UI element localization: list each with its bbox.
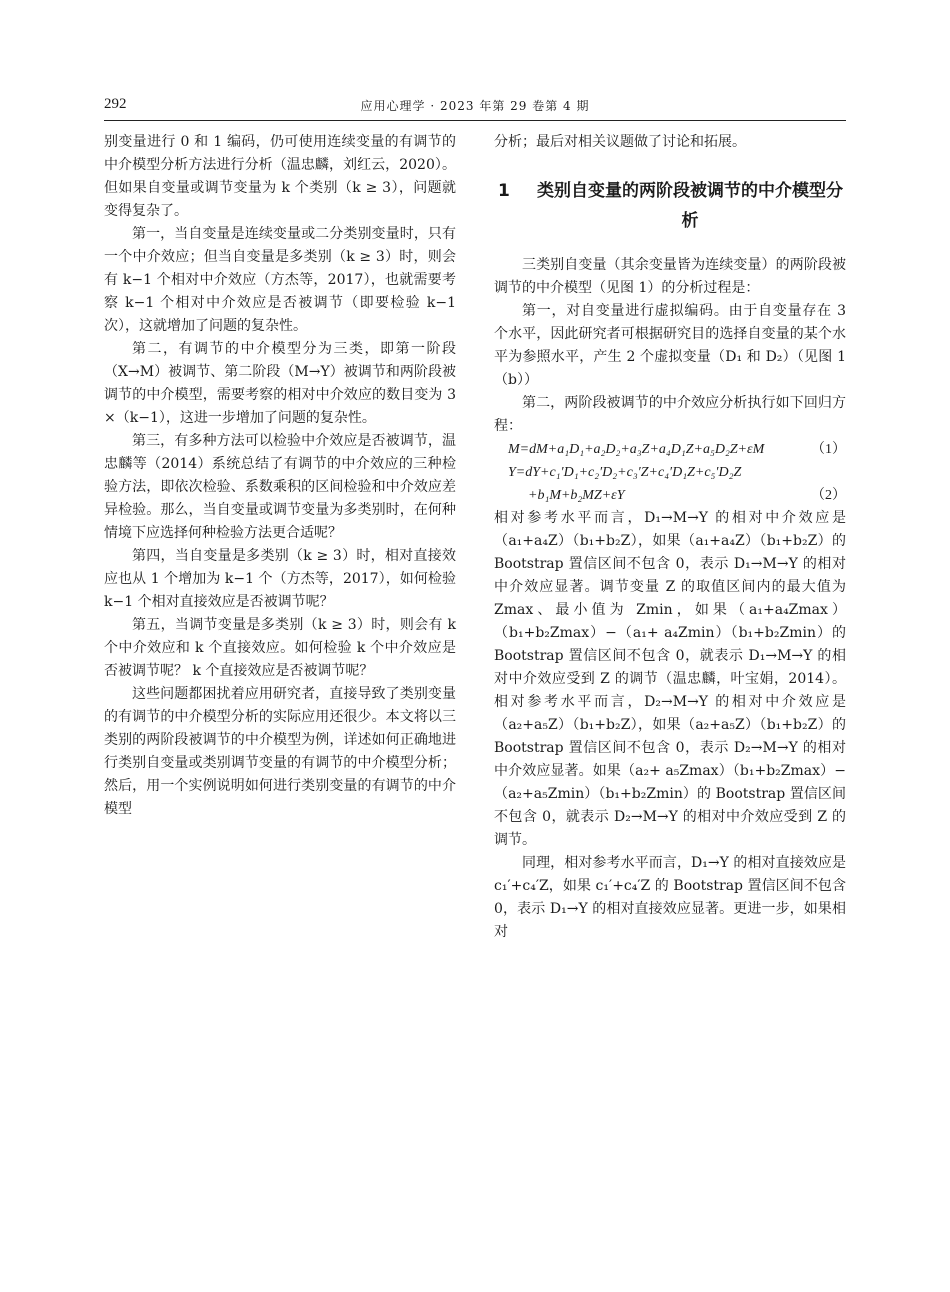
right-column xyxy=(494,131,846,944)
equation-1-number: （1） xyxy=(811,442,846,457)
paragraph: 同理，相对参考水平而言，D₁→Y 的相对直接效应是 c₁′+c₄′Z，如果 c₁′+c₄′Z 的 Bootstrap 置信区间不包含 0，表示 D₁→Y 的相对直接效应显著。更进一步，如果相对 xyxy=(494,855,846,940)
equation-2-line-2 xyxy=(494,484,846,507)
equation-2-line-1 xyxy=(494,461,846,484)
paragraph: 别变量进行 0 和 1 编码，仍可使用连续变量的有调节的中介模型分析方法进行分析（温忠麟，刘红云，2020）。但如果自变量或调节变量为 k 个类别（k ≥ 3），问题就变得复杂了。 xyxy=(104,134,456,219)
equation-1-body: M=dM+a₁D₁+a₂D₂+a₃Z+a₄D₁Z+a₅D₂Z+εM xyxy=(508,442,765,457)
equation-1 xyxy=(494,438,846,461)
paragraph: 第二，两阶段被调节的中介效应分析执行如下回归方程： xyxy=(494,395,846,434)
equation-2-number: （2） xyxy=(811,488,846,503)
paragraph: 第一，当自变量是连续变量或二分类别变量时，只有一个中介效应；但当自变量是多类别（k ≥ 3）时，则会有 k−1 个相对中介效应（方杰等，2017），也就需要考察 k−1 个相对中介效应是否被调节（即要检验 k−1 次），这就增加了问题的复杂性。 xyxy=(104,226,456,334)
paragraph: 三类别自变量（其余变量皆为连续变量）的两阶段被调节的中介模型（见图 1）的分析过程是： xyxy=(494,257,846,296)
header-rule xyxy=(104,120,846,121)
paragraph: 相对参考水平而言，D₁→M→Y 的相对中介效应是（a₁+a₄Z）（b₁+b₂Z），如果（a₁+a₄Z）（b₁+b₂Z）的 Bootstrap 置信区间不包含 0，表示 D₁→M→Y 的相对中介效应显著。调节变量 Z 的取值区间内的最大值为 Zmax、最小值为 Zmin，如果（a₁+a₄Zmax）（b₁+b₂Zmax）−（a₁+ a₄Zmin）（b₁+b₂Zmin）的 Bootstrap 置信区间不包含 0，就表示 D₁→M→Y 的相对中介效应受到 Z 的调节（温忠麟，叶宝娟，2014）。相对参考水平而言，D₂→M→Y 的相对中介效应是（a₂+a₅Z）（b₁+b₂Z），如果（a₂+a₅Z）（b₁+b₂Z）的 Bootstrap 置信区间不包含 0，表示 D₂→M→Y 的相对中介效应显著。如果（a₂+ a₅Zmax）（b₁+b₂Zmax）−（a₂+a₅Zmin）（b₁+b₂Zmin）的 Bootstrap 置信区间不包含 0，就表示 D₂→M→Y 的相对中介效应受到 Z 的调节。 xyxy=(494,510,846,848)
paragraph: 第五，当调节变量是多类别（k ≥ 3）时，则会有 k 个中介效应和 k 个直接效应。如何检验 k 个中介效应是否被调节呢？ k 个直接效应是否被调节呢？ xyxy=(104,617,456,679)
equation-2-body-a: Y=dY+c₁′D₁+c₂′D₂+c₃′Z+c₄′D₁Z+c₅′D₂Z xyxy=(508,465,742,480)
paragraph: 第二，有调节的中介模型分为三类，即第一阶段（X→M）被调节、第二阶段（M→Y）被调节和两阶段被调节的中介模型，需要考察的相对中介效应的数目变为 3 ×（k−1），这进一步增加了问题的复杂性。 xyxy=(104,341,456,426)
page-number: 292 xyxy=(104,96,127,112)
section-title: 类别自变量的两阶段被调节的中介模型分析 xyxy=(537,181,843,231)
paragraph: 第一，对自变量进行虚拟编码。由于自变量存在 3 个水平，因此研究者可根据研究目的选择自变量的某个水平为参照水平，产生 2 个虚拟变量（D₁ 和 D₂）（见图 1（b）） xyxy=(494,303,846,388)
left-column xyxy=(104,131,456,821)
paragraph: 第三，有多种方法可以检验中介效应是否被调节，温忠麟等（2014）系统总结了有调节的中介效应的三种检验方法，即依次检验、系数乘积的区间检验和中介效应差异检验。那么，当自变量或调节变量为多类别时，在何种情境下应选择何种检验方法更合适呢？ xyxy=(104,433,456,541)
paragraph: 这些问题都困扰着应用研究者，直接导致了类别变量的有调节的中介模型分析的实际应用还很少。本文将以三类别的两阶段被调节的中介模型为例，详述如何正确地进行类别自变量或类别调节变量的有调节的中介模型分析；然后，用一个实例说明如何进行类别变量的有调节的中介模型 xyxy=(104,686,456,817)
running-header: 应用心理学 · 2023 年第 29 卷第 4 期 xyxy=(360,99,590,113)
section-number: 1 xyxy=(498,181,510,201)
paragraph: 第四，当自变量是多类别（k ≥ 3）时，相对直接效应也从 1 个增加为 k−1 个（方杰等，2017），如何检验 k−1 个相对直接效应是否被调节呢？ xyxy=(104,548,456,610)
equation-2-body-b: +b₁M+b₂MZ+εY xyxy=(528,488,625,503)
paragraph: 分析；最后对相关议题做了讨论和拓展。 xyxy=(494,134,746,150)
section-heading xyxy=(494,176,846,236)
